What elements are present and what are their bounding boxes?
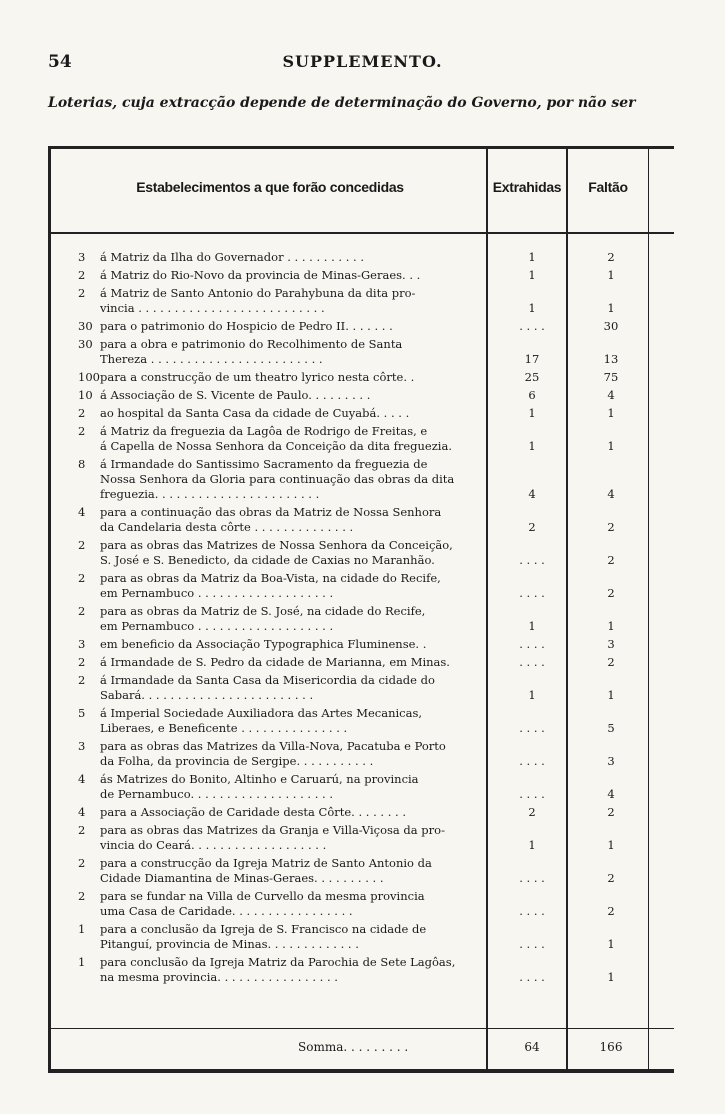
row-quantity: 3 xyxy=(78,637,86,651)
row-extracted: . . . . xyxy=(519,787,545,801)
row-quantity: 1 xyxy=(78,955,86,969)
table-row xyxy=(48,406,674,421)
table-row xyxy=(48,805,674,820)
running-title: SUPPLEMENTO. xyxy=(282,52,443,71)
table-row xyxy=(48,424,674,454)
row-extracted: 1 xyxy=(528,619,536,633)
row-extracted: . . . . xyxy=(519,754,545,768)
row-quantity: 2 xyxy=(78,655,86,669)
row-remaining: 2 xyxy=(607,586,615,600)
row-description: á Imperial Sociedade Auxiliadora das Artes Mecanicas, Liberaes, e Beneficente . . . . . . . . . . . . . . . xyxy=(100,706,423,735)
row-description: para conclusão da Igreja Matriz da Parochia de Sete Lagôas, na mesma provincia. . . . . . . . . . . . . . . . . xyxy=(100,955,456,984)
table-row xyxy=(48,655,674,670)
row-description: ao hospital da Santa Casa da cidade de Cuyabá. . . . . xyxy=(100,406,410,420)
row-quantity: 2 xyxy=(78,673,86,687)
row-description: á Matriz da Ilha do Governador . . . . . . . . . . . xyxy=(100,250,364,264)
table-row xyxy=(48,370,674,385)
table-row xyxy=(48,772,674,802)
row-quantity: 2 xyxy=(78,889,86,903)
row-quantity: 1 xyxy=(78,922,86,936)
row-extracted: . . . . xyxy=(519,871,545,885)
row-description: para o patrimonio do Hospicio de Pedro II. . . . . . . xyxy=(100,319,393,333)
row-extracted: . . . . xyxy=(519,937,545,951)
row-extracted: 25 xyxy=(524,370,540,384)
row-description: á Associação de S. Vicente de Paulo. . . . . . . . . xyxy=(100,388,371,402)
row-description: para as obras da Matriz de S. José, na cidade do Recife, em Pernambuco . . . . . . . . . . . . . . . . . . . xyxy=(100,604,426,633)
row-description: para a continuação das obras da Matriz de Nossa Senhora da Candelaria desta côrte . . . . . . . . . . . . . . xyxy=(100,505,442,534)
row-description: em beneficio da Associação Typographica Fluminense. . xyxy=(100,637,427,651)
row-remaining: 1 xyxy=(607,301,615,315)
row-quantity: 100 xyxy=(78,370,100,384)
row-remaining: 3 xyxy=(607,637,615,651)
table-row xyxy=(48,571,674,601)
row-description: á Matriz da freguezia da Lagôa de Rodrigo de Freitas, e á Capella de Nossa Senhora da Conceição da dita freguezia. xyxy=(100,424,452,453)
row-extracted: 1 xyxy=(528,838,536,852)
row-remaining: 1 xyxy=(607,439,615,453)
row-quantity: 3 xyxy=(78,739,86,753)
row-remaining: 13 xyxy=(603,352,619,366)
row-quantity: 2 xyxy=(78,856,86,870)
row-quantity: 2 xyxy=(78,286,86,300)
row-quantity: 8 xyxy=(78,457,86,471)
row-quantity: 2 xyxy=(78,538,86,552)
row-remaining: 1 xyxy=(607,406,615,420)
row-description: á Irmandade da Santa Casa da Misericordia da cidade do Sabará. . . . . . . . . . . . . . . . . . . . . . . . xyxy=(100,673,435,702)
row-quantity: 2 xyxy=(78,823,86,837)
row-quantity: 2 xyxy=(78,406,86,420)
row-remaining: 30 xyxy=(603,319,619,333)
lottery-table xyxy=(48,140,674,1075)
row-remaining: 2 xyxy=(607,520,615,534)
row-extracted: 6 xyxy=(528,388,536,402)
table-row xyxy=(48,823,674,853)
row-extracted: . . . . xyxy=(519,655,545,669)
row-description: para as obras das Matrizes da Villa-Nova, Pacatuba e Porto da Folha, da provincia de Sergipe. . . . . . . . . . . xyxy=(100,739,446,768)
row-remaining: 2 xyxy=(607,655,615,669)
row-quantity: 2 xyxy=(78,268,86,282)
table-row xyxy=(48,457,674,502)
row-extracted: . . . . xyxy=(519,637,545,651)
header-bottom-rule xyxy=(48,232,674,234)
row-description: á Irmandade de S. Pedro da cidade de Marianna, em Minas. xyxy=(100,655,450,669)
row-quantity: 5 xyxy=(78,706,86,720)
row-description: ás Matrizes do Bonito, Altinho e Caruarú, na provincia de Pernambuco. . . . . . . . . . . . . . . . . . . . xyxy=(100,772,419,801)
column-header-extracted: Extrahidas xyxy=(492,179,562,195)
table-bottom-rule xyxy=(48,1069,674,1073)
row-remaining: 5 xyxy=(607,721,615,735)
row-extracted: . . . . xyxy=(519,970,545,984)
row-quantity: 2 xyxy=(78,424,86,438)
row-extracted: 4 xyxy=(528,487,536,501)
row-remaining: 2 xyxy=(607,250,615,264)
row-description: para a construcção da Igreja Matriz de Santo Antonio da Cidade Diamantina de Minas-Geraes. . . . . . . . . . xyxy=(100,856,432,885)
table-row xyxy=(48,250,674,265)
row-extracted: 2 xyxy=(528,805,536,819)
table-row xyxy=(48,286,674,316)
table-row xyxy=(48,739,674,769)
total-extracted: 64 xyxy=(524,1040,540,1054)
row-extracted: 1 xyxy=(528,268,536,282)
table-row xyxy=(48,538,674,568)
table-row xyxy=(48,388,674,403)
table-row xyxy=(48,955,674,985)
column-header-remaining: Faltão xyxy=(588,179,628,195)
row-extracted: . . . . xyxy=(519,586,545,600)
table-row xyxy=(48,337,674,367)
row-extracted: . . . . xyxy=(519,319,545,333)
table-row xyxy=(48,268,674,283)
row-quantity: 4 xyxy=(78,772,86,786)
row-remaining: 1 xyxy=(607,268,615,282)
table-top-rule xyxy=(48,146,674,149)
row-quantity: 4 xyxy=(78,505,86,519)
total-remaining: 166 xyxy=(599,1040,623,1054)
row-description: para a construcção de um theatro lyrico nesta côrte. . xyxy=(100,370,415,384)
row-remaining: 1 xyxy=(607,688,615,702)
row-remaining: 75 xyxy=(603,370,619,384)
row-description: para a obra e patrimonio do Recolhimento de Santa Thereza . . . . . . . . . . . . . . . . . . . . . . . . xyxy=(100,337,403,366)
row-description: para se fundar na Villa de Curvello da mesma provincia uma Casa de Caridade. . . . . . . . . . . . . . . . . xyxy=(100,889,425,918)
total-label: Somma. . . . . . . . . xyxy=(298,1040,409,1054)
table-row xyxy=(48,505,674,535)
row-description: para as obras das Matrizes de Nossa Senhora da Conceição, S. José e S. Benedicto, da cidade de Caxias no Maranhão. xyxy=(100,538,453,567)
row-remaining: 1 xyxy=(607,937,615,951)
row-remaining: 4 xyxy=(607,487,615,501)
row-remaining: 4 xyxy=(607,388,615,402)
row-quantity: 2 xyxy=(78,571,86,585)
row-extracted: . . . . xyxy=(519,553,545,567)
table-row xyxy=(48,319,674,334)
row-extracted: 1 xyxy=(528,688,536,702)
row-extracted: 1 xyxy=(528,439,536,453)
row-quantity: 30 xyxy=(78,337,93,351)
row-extracted: 1 xyxy=(528,250,536,264)
row-quantity: 2 xyxy=(78,604,86,618)
row-extracted: . . . . xyxy=(519,721,545,735)
table-row xyxy=(48,706,674,736)
row-remaining: 1 xyxy=(607,619,615,633)
row-quantity: 30 xyxy=(78,319,93,333)
row-quantity: 10 xyxy=(78,388,93,402)
row-remaining: 2 xyxy=(607,553,615,567)
table-row xyxy=(48,673,674,703)
row-remaining: 1 xyxy=(607,970,615,984)
total-top-rule xyxy=(48,1028,674,1029)
row-remaining: 1 xyxy=(607,838,615,852)
row-remaining: 2 xyxy=(607,904,615,918)
row-description: para as obras da Matriz da Boa-Vista, na cidade do Recife, em Pernambuco . . . . . . . . . . . . . . . . . . . xyxy=(100,571,441,600)
row-remaining: 4 xyxy=(607,787,615,801)
row-extracted: 2 xyxy=(528,520,536,534)
page-number: 54 xyxy=(48,52,72,72)
row-quantity: 4 xyxy=(78,805,86,819)
table-row xyxy=(48,604,674,634)
table-row xyxy=(48,637,674,652)
row-remaining: 3 xyxy=(607,754,615,768)
row-description: á Matriz de Santo Antonio do Parahybuna da dita pro- vincia . . . . . . . . . . . . . . . . . . . . . . . . . . xyxy=(100,286,416,315)
page-heading: Loterias, cuja extracção depende de determinação do Governo, por não ser xyxy=(48,95,636,111)
table-row xyxy=(48,889,674,919)
row-extracted: . . . . xyxy=(519,904,545,918)
row-description: para a Associação de Caridade desta Côrte. . . . . . . . xyxy=(100,805,406,819)
row-remaining: 2 xyxy=(607,871,615,885)
table-row xyxy=(48,922,674,952)
table-row xyxy=(48,856,674,886)
column-header-establishments: Estabelecimentos a que forão concedidas xyxy=(136,179,404,195)
row-quantity: 3 xyxy=(78,250,86,264)
row-extracted: 1 xyxy=(528,406,536,420)
row-description: para a conclusão da Igreja de S. Francisco na cidade de Pitanguí, provincia de Minas. . . . . . . . . . . . . xyxy=(100,922,427,951)
row-description: á Matriz do Rio-Novo da provincia de Minas-Geraes. . . xyxy=(100,268,421,282)
row-description: á Irmandade do Santissimo Sacramento da freguezia de Nossa Senhora da Gloria para continuação das obras da dita freguezia. . . . . . . . . . . . . . . . . . . . . . . xyxy=(100,457,455,501)
row-extracted: 1 xyxy=(528,301,536,315)
row-description: para as obras das Matrizes da Granja e Villa-Viçosa da pro- vincia do Ceará. . . . . . . . . . . . . . . . . . . xyxy=(100,823,445,852)
row-extracted: 17 xyxy=(524,352,540,366)
row-remaining: 2 xyxy=(607,805,615,819)
